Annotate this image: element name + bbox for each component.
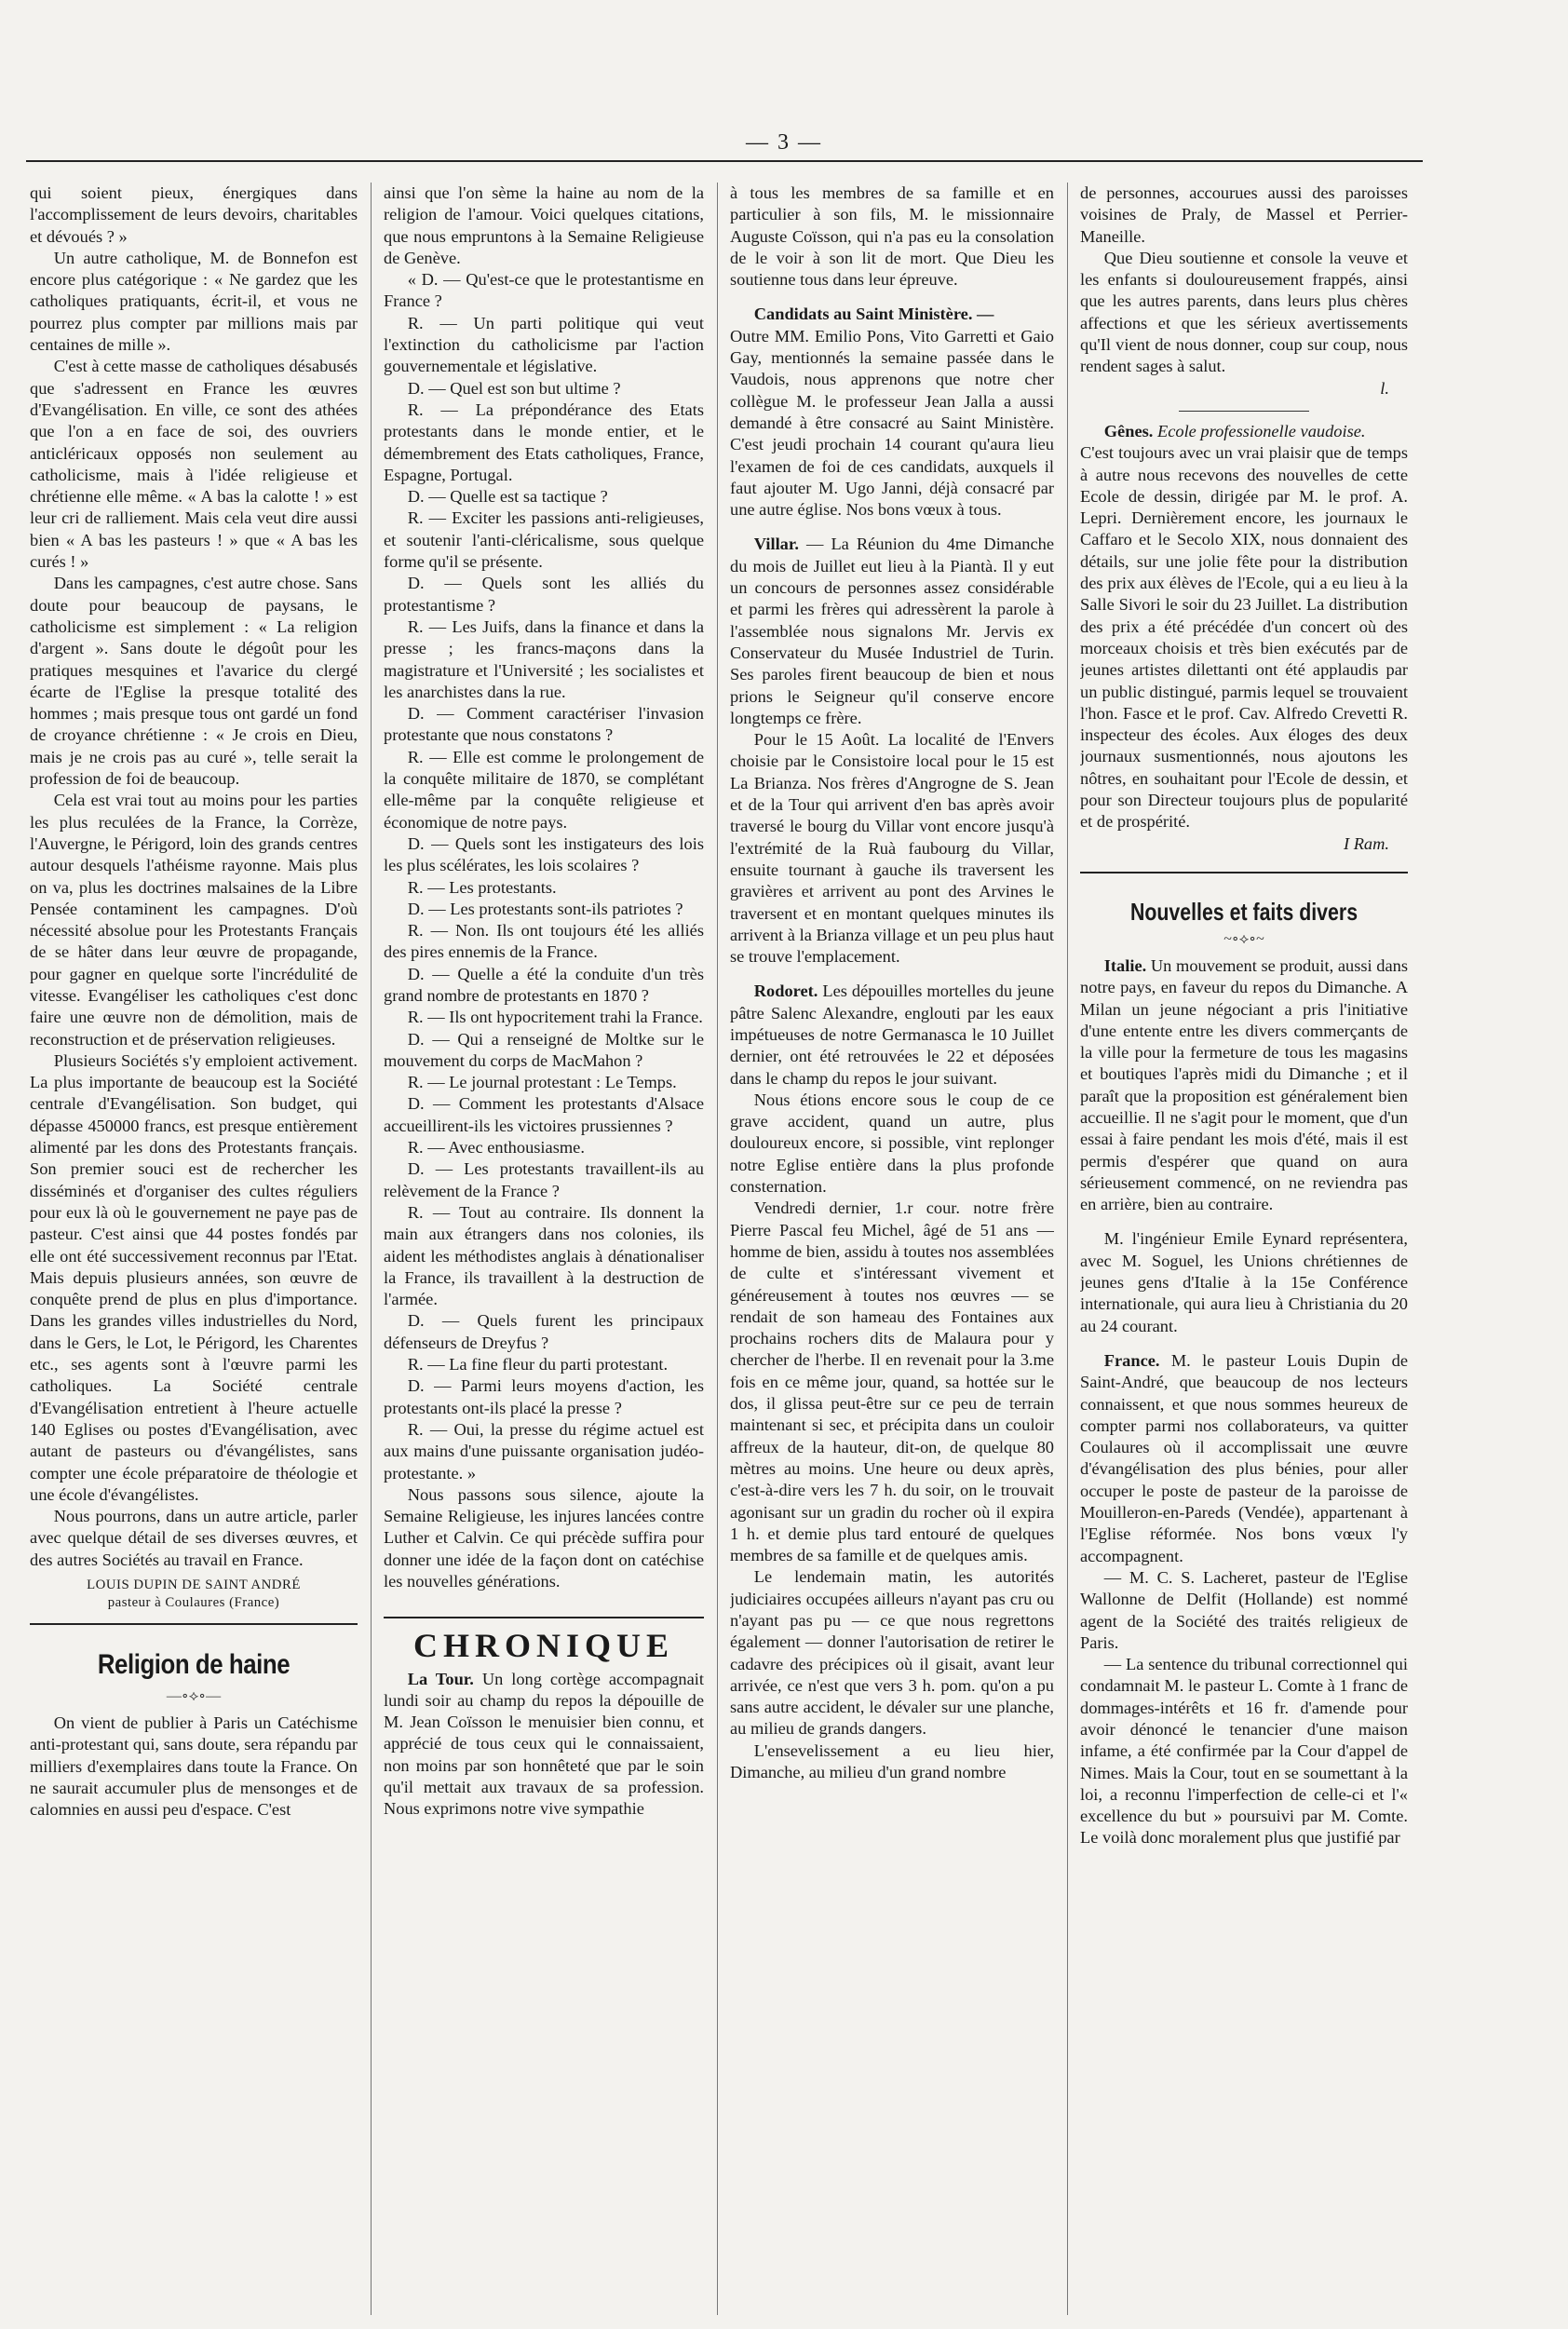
section-rule: [30, 1623, 358, 1625]
column-1: [30, 183, 358, 2320]
catechism-line: R. — Les protestants.: [407, 877, 557, 897]
place-lead: Gênes.: [1103, 421, 1154, 440]
catechism-line: R. — La fine fleur du parti protestant.: [407, 1355, 669, 1374]
paragraph-text: Un long cortège accompagnait lundi soir au champ du repos la dépouille de M. Jean Coïsson le menuisier bien connu, et apprécié de tous ceux qui le connaissaient, non moins par son honnêteté que par le soin qu'il mettait aux travaux de sa profession. Nous exprimons notre vive sympathie: [384, 1669, 704, 1819]
catechism-line: D. — Les protestants sont-ils patriotes ?: [407, 899, 683, 918]
article-heading-religion-de-haine: Religion de haine: [97, 1649, 291, 1680]
subheading-candidats: Candidats au Saint Ministère. —: [753, 305, 994, 324]
catechism-line: R. — Tout au contraire. Ils donnent la main aux étrangers dans nos colonies, ils aident les méthodistes anglais à dénationaliser la France, ils travaillent à la destruction de l'armée.: [384, 1202, 704, 1309]
column-rule: [717, 183, 718, 2315]
paragraph-text: M. le pasteur Louis Dupin de Saint-André, que beaucoup de nos lecteurs connaissent, et que nous sommes heureux de compter parmi nos collaborateurs, va quitter Coulaures où il accomplissait une œuvre d'évangélisation des plus bénies, pour aller occuper le poste de pasteur de la paroisse de Mouilleron-en-Pareds (Vendée), appartenant à l'Eglise réformée. Nos bons vœux l'y accompagnent.: [1080, 1350, 1408, 1565]
place-lead: Italie.: [1103, 955, 1147, 975]
section-rule: [1179, 411, 1310, 412]
catechism-line: R. — Oui, la presse du régime actuel est aux mains d'une puissante organisation judéo-protestante. »: [384, 1419, 704, 1483]
paragraph-text: Un mouvement se produit, aussi dans notre pays, en faveur du repos du Dimanche. A Milan un jeune négociant a pris l'initiative d'une entente entre les divers commerçants de la ville pour la fermeture de tous les magasins et boutiques l'après midi du Dimanche ; et il paraît que la proposition est généralement bien accueillie. Il ne s'agit pour le moment, que d'un essai à faire pendant les mois d'été, mais il est permis d'espérer que quand on aura sérieusement commencé, on ne reviendra pas en arrière, bien au contraire.: [1080, 955, 1408, 1214]
paragraph: On vient de publier à Paris un Catéchisme anti-protestant qui, sans doute, sera répandu par milliers d'exemplaires dans toute la France. On ne saurait accumuler plus de mensonges et de calomnies en aussi peu d'espace. C'est: [30, 1713, 358, 1820]
catechism-line: D. — Qui a renseigné de Moltke sur le mouvement du corps de MacMahon ?: [384, 1029, 704, 1070]
paragraph: C'est à cette masse de catholiques désabusés que s'adressent en France les œuvres d'Evangélisation. En ville, ce sont des athées que l'on a en face de soi, des ouvriers anticléricaux opposés non seulement au catholicisme, mais à l'idée religieuse et chrétienne elle même. « A bas la calotte ! » est leur cri de ralliement. Mais cela veut dire aussi bien « A bas les pasteurs ! » que « A bas les curés ! »: [30, 357, 358, 572]
paragraph: Que Dieu soutienne et console la veuve et les enfants si douloureusement frappés, ainsi que les autres parents, dans leurs plus chères affections et que les sérieux avertissements qu'Il vient de nous donner, coup sur coup, nous rendent sages à salut.: [1080, 248, 1408, 376]
paragraph: Nous passons sous silence, ajoute la Semaine Religieuse, les injures lancées contre Luther et Calvin. Ce qui précède suffira pour donner une idée de la façon dont on catéchise les nouvelles générations.: [384, 1484, 704, 1591]
catechism-line: D. — Quelle a été la conduite d'un très grand nombre de protestants en 1870 ?: [384, 964, 704, 1005]
column-3: [730, 183, 1054, 2320]
place-lead: Villar.: [753, 535, 799, 554]
catechism-line: D. — Comment caractériser l'invasion protestante que nous constatons ?: [384, 704, 704, 745]
column-rule: [1067, 183, 1068, 2315]
column-4: [1080, 183, 1408, 2320]
page-number: — 3 —: [746, 130, 822, 155]
catechism-line: D. — Quelle est sa tactique ?: [407, 487, 608, 507]
paragraph: Dans les campagnes, c'est autre chose. Sans doute pour beaucoup de paysans, le catholicisme est simplement : « La religion d'argent ». Sans doute le dégoût pour les pratiques mesquines et l'avarice du clergé écarte de l'Eglise la presque totalité des hommes ; mais presque tous ont gardé un fond de croyance chrétienne : « Je crois en Dieu, mais je ne crois pas au curé », telle serait la profession de foi de beaucoup.: [30, 574, 358, 789]
catechism-line: D. — Quels sont les instigateurs des lois les plus scélérates, les lois scolaires ?: [384, 833, 704, 875]
paragraph: L'ensevelissement a eu lieu hier, Dimanche, au milieu d'un grand nombre: [730, 1740, 1054, 1782]
catechism-line: D. — Quels sont les alliés du protestantisme ?: [384, 574, 704, 615]
catechism-line: R. — Un parti politique qui veut l'extinction du catholicisme par l'action gouvernementale et législative.: [384, 313, 704, 376]
paragraph: Outre MM. Emilio Pons, Vito Garretti et Gaio Gay, mentionnés la semaine passée dans le Vaudois, nous apprenons que notre cher collègue M. le professeur Jean Jalla a aussi demandé à être consacré au Saint Ministère. C'est jeudi prochain 14 courant qu'aura lieu l'examen de foi de ces candidats, auxquels il faut ajouter M. Ugo Janni, déjà consacré par une autre église. Nos bons vœux à tous.: [730, 326, 1054, 520]
paragraph-text: Les dépouilles mortelles du jeune pâtre Salenc Alexandre, englouti par les eaux impétueuses de notre Germanasca le 10 Juillet dernier, ont été retrouvées le 22 et déposées dans le champ du repos le jour suivant.: [730, 982, 1054, 1088]
catechism-line: R. — Avec enthousiasme.: [407, 1138, 585, 1158]
paragraph-text: — La Réunion du 4me Dimanche du mois de Juillet eut lieu à la Piantà. Il y eut un concours de personnes assez considérable et parmi les frères qui adressèrent la parole à l'assemblée nous signalons Mr. Jervis ex Conservateur du Musée Industriel de Turin. Ses paroles firent beaucoup de bien et nous prions le Seigneur qu'il conserve encore longtemps ce frère.: [730, 535, 1054, 727]
subtitle: Ecole professionelle vaudoise.: [1153, 421, 1366, 440]
place-lead: La Tour.: [407, 1669, 474, 1688]
catechism-line: D. — Parmi leurs moyens d'action, les protestants ont-ils placé la presse ?: [384, 1376, 704, 1417]
signature-name: LOUIS DUPIN DE SAINT ANDRÉ: [87, 1577, 301, 1592]
paragraph: à tous les membres de sa famille et en particulier à son fils, M. le missionnaire Auguste Coïsson, qui n'a pas eu la consolation de le voir à son lit de mort. Que Dieu les soutienne tous dans leur épreuve.: [730, 183, 1054, 290]
paragraph: Pour le 15 Août. La localité de l'Envers choisie par le Consistoire local pour le 15 est La Brianza. Nos frères d'Angrogne de S. Jean et de la Tour qui arrivent d'en bas après avoir traversé le bourg du Villar vont encore jusqu'à l'extrémité de la Ruà faubourg du Villar, ensuite tournant à gauche ils traversent les gravières et arrivent au pont des Arvines le traversent et en montant quelques minutes ils arrivent à la Brianza village et un peu plus haut se trouve l'emplacement.: [730, 730, 1054, 967]
ornament-divider: —∘⟡∘—: [166, 1688, 222, 1704]
paragraph: — M. C. S. Lacheret, pasteur de l'Eglise Wallonne de Delfit (Hollande) est nommé agent de la Société des traités religieux de Paris.: [1080, 1567, 1408, 1652]
signature: l.: [1380, 378, 1389, 398]
paragraph: Nous pourrons, dans un autre article, parler avec quelque détail de ses diverses œuvres, et des autres Sociétés au travail en France.: [30, 1507, 358, 1569]
paragraph: — La sentence du tribunal correctionnel qui condamnait M. le pasteur L. Comte à 1 franc de dommages-intérêts et 16 fr. d'amende pour avoir dénoncé le tenancier d'une maison infame, a été confirmée par la Cour d'appel de Nimes. Mais la Cour, tout en se soumettant à la loi, a reconnu l'imperfection de celle-ci et l'« excellence du but » poursuivi par M. Comte. Le voilà donc moralement plus que justifié par: [1080, 1655, 1408, 1848]
paragraph: qui soient pieux, énergiques dans l'accomplissement de leurs devoirs, charitables et dévoués ? »: [30, 183, 358, 246]
section-rule: [384, 1617, 704, 1618]
paragraph: C'est toujours avec un vrai plaisir que de temps à autre nous recevons des nouvelles de cette Ecole de dessin, dirigée par M. le prof. A. Lepri. Dernièrement encore, les journaux le Caffaro et le Secolo XIX, nous donnaient des détails, sur une jolie fête pour la distribution des prix aux élèves de l'Ecole, qui a eu lieu à la Salle Sivori le soir du 23 Juillet. La distribution des prix a été précédée d'un concert où des morceaux choisis et très bien exécutés par de jeunes artistes dilettanti ont été applaudis par un public distingué, parmis lequel se trouvaient l'hon. Fasce et le prof. Cav. Alfredo Crevetti R. inspecteur des écoles. Aux éloges des deux journaux susmentionnés, nous ajoutons les nôtres, en souhaitant pour l'Ecole de dessin, et pour son Directeur toujours plus de popularité et de prospérité.: [1080, 443, 1408, 832]
catechism-line: R. — Ils ont hypocritement trahi la France.: [407, 1008, 703, 1027]
paragraph: Vendredi dernier, 1.r cour. notre frère Pierre Pascal feu Michel, âgé de 51 ans — homme de bien, assidu à toutes nos assemblées de culte et s'intéressant vivement et généreusement à toutes nos œuvres — se rendait de son hameau des Fontaines aux prochains rochers dits de Malaura pour y chercher de l'herbe. Il en revenait pour la 3.me fois en ce même jour, quand, sa hottée sur le dos, il glissa peut-être sur ce peu de terrain maintenant si sec, et précipita dans un couloir affreux de la hauteur, dit-on, de quelque 80 mètres au moins. Une heure ou deux après, c'est-à-dire vers les 7 h. du soir, on le trouvait agonisant sur un gradin du rocher où il expira 1 h. et demie plus tard entouré de quelques membres de sa famille et de quelques amis.: [730, 1198, 1054, 1565]
paragraph: Plusieurs Sociétés s'y emploient activement. La plus importante de beaucoup est la Société centrale d'Evangélisation. Son budget, qui dépasse 450000 francs, est presque entièrement alimenté par les dons des Protestants français. Son premier souci est de rechercher les disséminés et d'organiser des cultes réguliers pour eux là où le gouvernement ne paye pas de pasteur. C'est ainsi que 44 postes fondés par elle ont été successivement reconnus par l'Etat. Mais depuis plusieurs années, son œuvre de conquête prend de plus en plus d'importance. Dans les grandes villes industrielles du Nord, dans le Gers, le Lot, le Périgord, les Charentes etc., ses agents sont à l'œuvre parmi les catholiques. La Société centrale d'Evangélisation entretient à l'heure actuelle 140 Eglises ou postes d'Evangélisation, avec autant de pasteurs ou d'évangélistes, sans compter une école préparatoire de théologie et une école d'évangélistes.: [30, 1050, 358, 1504]
paragraph: Nous étions encore sous le coup de ce grave accident, quand un autre, plus douloureux encore, si possible, vint replonger notre Eglise entière dans la plus profonde consternation.: [730, 1090, 1054, 1197]
chronique-heading: CHRONIQUE: [412, 1627, 675, 1665]
catechism-line: R. — Les Juifs, dans la finance et dans la presse ; les francs-maçons dans la magistrature et l'Université ; les socialistes et les anarchistes dans la rue.: [384, 616, 704, 701]
place-lead: Rodoret.: [753, 982, 818, 1001]
catechism-line: R. — La prépondérance des Etats protestants dans le monde entier, et le démembrement des Etats catholiques, France, Espagne, Portugal.: [384, 399, 704, 484]
signature-title: pasteur à Coulaures (France): [107, 1595, 280, 1610]
catechism-line: R. — Non. Ils ont toujours été les alliés des pires ennemis de la France.: [384, 921, 704, 962]
paragraph: Un autre catholique, M. de Bonnefon est encore plus catégorique : « Ne gardez que les catholiques pratiquants, écrit-il, et vous ne pourrez plus compter par millions mais par centaines de mille ».: [30, 248, 358, 355]
column-2: [384, 183, 704, 2320]
catechism-line: R. — Le journal protestant : Le Temps.: [407, 1073, 677, 1092]
paragraph: ainsi que l'on sème la haine au nom de la religion de l'amour. Voici quelques citations, que nous empruntons à la Semaine Religieuse de Genève.: [384, 183, 704, 267]
ornament-divider: ~∘⟡∘~: [1223, 930, 1264, 947]
paragraph: M. l'ingénieur Emile Eynard représentera, avec M. Soguel, les Unions chrétiennes de jeunes gens d'Italie à la 15e Conférence internationale, qui aura lieu à Christiania du 20 au 24 courant.: [1080, 1229, 1408, 1335]
catechism-line: D. — Comment les protestants d'Alsace accueillirent-ils les victoires prussiennes ?: [384, 1094, 704, 1135]
paragraph: Le lendemain matin, les autorités judiciaires occupées ailleurs n'ayant pas cru ou n'ayant pas pu — ce que nous regrettons également — donner l'autorisation de retirer le cadavre des précipices où il gisait, avant leur arrivée, ce n'est que vers 3 h. pom. qu'on a pu sans autre accident, le dévaler sur une planche, au milieu de grands dangers.: [730, 1567, 1054, 1739]
catechism-line: D. — Quel est son but ultime ?: [407, 378, 621, 398]
catechism-line: R. — Elle est comme le prolongement de la conquête militaire de 1870, se complétant elle-même par la conquête religieuse et économique de notre pays.: [384, 747, 704, 832]
paragraph: Cela est vrai tout au moins pour les parties les plus reculées de la France, la Corrèze, l'Auvergne, le Périgord, loin des grands centres autour desquels l'athéisme rayonne. Mais plus on va, plus les doctrines malsaines de la Libre Pensée contaminent les campagnes. D'où nécessité absolue pour les Protestants Français de se hâter dans leur œuvre de propagande, pour gagner en quelque sorte l'incrédulité de vitesse. Evangéliser les catholiques c'est donc faire une œuvre non de démolition, mais de reconstruction et de préservation religieuses.: [30, 791, 358, 1049]
signature: I Ram.: [1343, 833, 1389, 853]
nouvelles-heading: Nouvelles et faits divers: [1129, 897, 1358, 926]
header-rule: [26, 160, 1423, 162]
catechism-line: « D. — Qu'est-ce que le protestantisme en France ?: [384, 270, 704, 311]
catechism-line: R. — Exciter les passions anti-religieuses, et soutenir l'anti-cléricalisme, sous quelque forme qu'il se présente.: [384, 508, 704, 572]
column-rule: [371, 183, 372, 2315]
catechism-line: D. — Quels furent les principaux défenseurs de Dreyfus ?: [384, 1311, 704, 1352]
paragraph: de personnes, accourues aussi des paroisses voisines de Praly, de Massel et Perrier-Maneille.: [1080, 183, 1408, 246]
place-lead: France.: [1103, 1350, 1160, 1370]
section-rule: [1080, 872, 1408, 873]
catechism-line: D. — Les protestants travaillent-ils au relèvement de la France ?: [384, 1159, 704, 1200]
